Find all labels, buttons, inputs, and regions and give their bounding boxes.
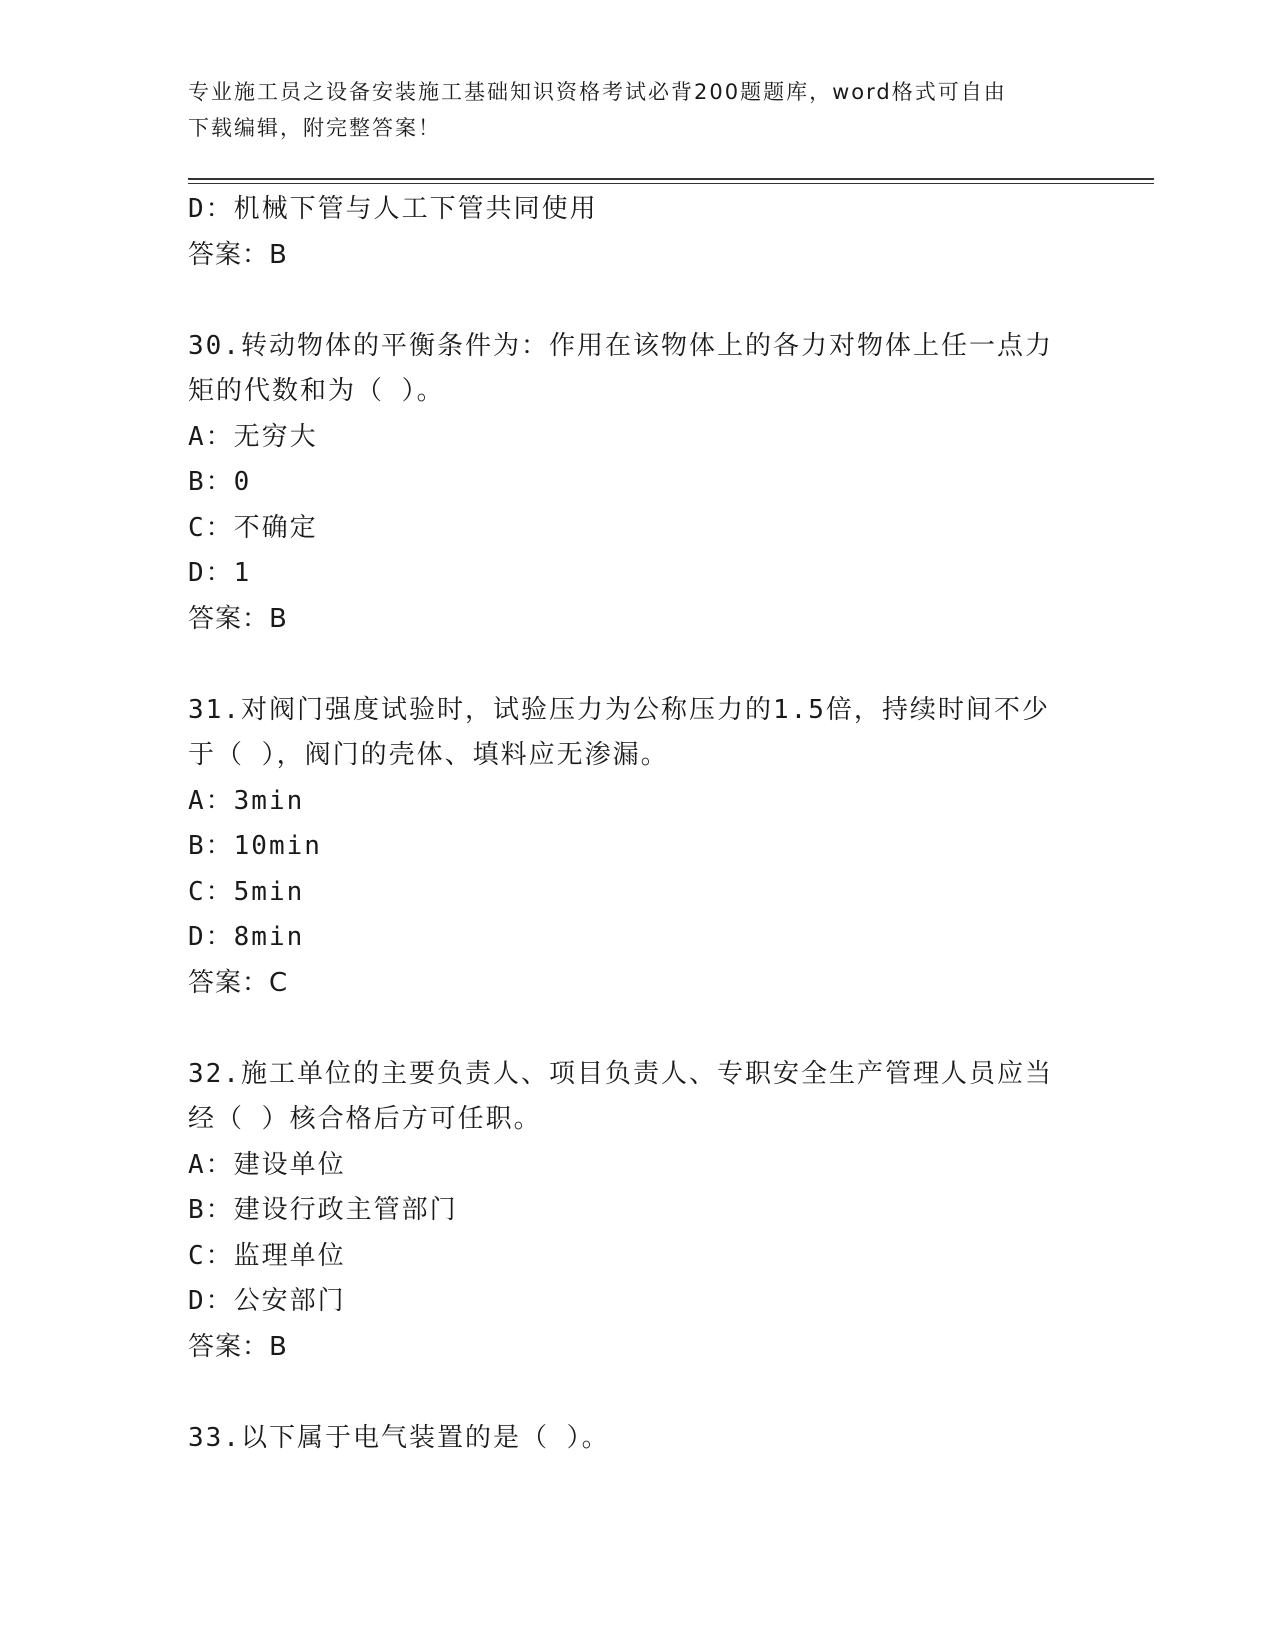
question-32 [188,1052,1088,1371]
question-content [188,187,1088,1461]
option-a: A：3min [188,785,305,816]
option-a: A：建设单位 [188,1149,346,1180]
question-text-line-2: 于（ ），阀门的壳体、填料应无渗漏。 [188,740,669,770]
previous-question-tail [188,187,1088,278]
option-d: D：机械下管与人工下管共同使用 [188,194,598,224]
option-d: D：1 [188,558,252,588]
answer-line: 答案：B [188,239,288,270]
option-b: B：0 [188,467,252,497]
question-text-line-2: 经（ ）核合格后方可任职。 [188,1104,542,1134]
question-text-line-1: 33.以下属于电气装置的是（ ）。 [188,1422,610,1453]
question-text-line-2: 矩的代数和为（ ）。 [188,376,445,406]
answer-line: 答案：B [188,603,288,634]
header-divider-thick [188,178,1154,180]
question-30 [188,324,1088,643]
question-text-line-1: 31.对阀门强度试验时，试验压力为公称压力的1.5倍，持续时间不少 [188,694,1050,725]
spacer [188,1006,1088,1052]
option-a: A：无穷大 [188,421,318,452]
question-31 [188,688,1088,1007]
option-c: C：5min [188,876,305,907]
option-b: B：10min [188,831,322,861]
spacer [188,1370,1088,1416]
spacer [188,278,1088,324]
question-text-line-1: 30.转动物体的平衡条件为：作用在该物体上的各力对物体上任一点力 [188,330,1053,361]
spacer [188,642,1088,688]
answer-line: 答案：C [188,967,289,998]
header-divider-thin [188,183,1154,184]
option-c: C：不确定 [188,512,318,543]
document-header [188,74,1068,146]
option-d: D：8min [188,922,305,952]
header-line-1: 专业施工员之设备安装施工基础知识资格考试必背200题题库，word格式可自由 [188,80,1007,104]
option-c: C：监理单位 [188,1240,346,1271]
header-line-2: 下载编辑，附完整答案！ [188,116,441,140]
question-text-line-1: 32.施工单位的主要负责人、项目负责人、专职安全生产管理人员应当 [188,1058,1053,1089]
option-d: D：公安部门 [188,1286,346,1316]
answer-line: 答案：B [188,1331,288,1362]
question-33 [188,1416,1088,1462]
option-b: B：建设行政主管部门 [188,1195,458,1225]
